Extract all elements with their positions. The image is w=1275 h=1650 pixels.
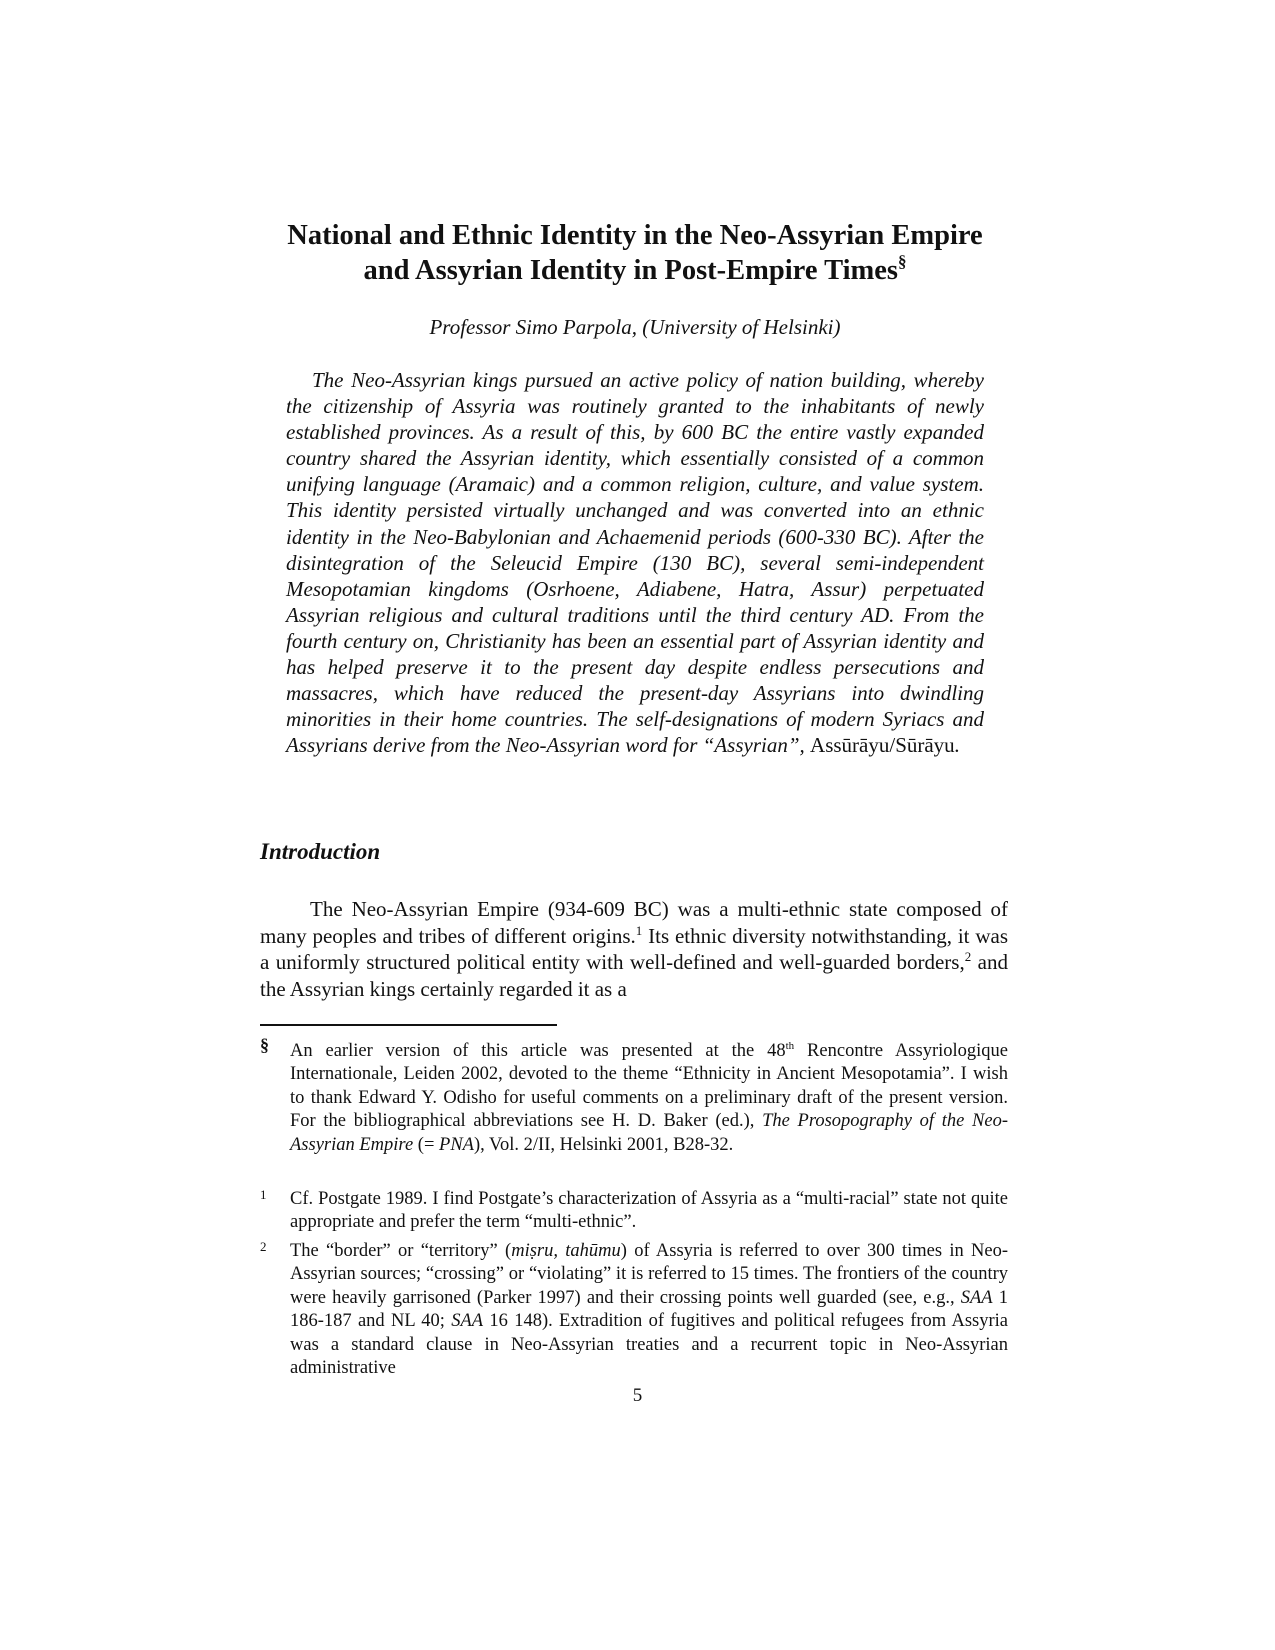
body-part-1: The Neo-Assyrian Empire (934-609 BC) was a multi-ethnic state composed of many peoples and tribes of different origins. xyxy=(260,897,1008,948)
footnote-text-part: The “border” or “territory” ( xyxy=(290,1241,512,1261)
abstract-text: The Neo-Assyrian kings pursued an active policy of nation building, whereby the citizenship of Assyria was routinely granted to the inhabitants of newly established provinces. As a result of this, by 600 BC the entire vastly expanded country shared the Assyrian identity, which essentially consisted of a common unifying language (Aramaic) and a common religion, culture, and value system. This identity persisted virtually unchanged and was converted into an ethnic identity in the Neo-Babylonian and Achaemenid periods (600-330 BC). After the disintegration of the Seleucid Empire (130 BC), several semi-independent Mesopotamian kingdoms (Osrhoene, Adiabene, Hatra, Assur) perpetuated Assyrian religious and cultural traditions until the third century AD. From the fourth century on, Christianity has been an essential part of Assyrian identity and has helped preserve it to the present day despite endless persecutions and massacres, which have reduced the present-day Assyrians into dwindling minorities in their home countries. The self-designations of modern Syriacs and Assyrians derive from the Neo-Assyrian word for “Assyrian”, xyxy=(286,368,984,758)
abbreviation: SAA xyxy=(960,1287,993,1308)
footnote-text-part: Rencontre Assyriologique Internationale, Leiden 2002, devoted to the theme “Ethnicity in Ancient Mesopotamia”. I wish to thank Edward Y. Odisho for useful comments on a preliminary draft of the present version. For the bibliographical abbreviations see H. D. Baker (ed.), xyxy=(290,1041,1008,1132)
footnote-marker: § xyxy=(260,1035,269,1055)
abstract-end: . xyxy=(954,733,960,758)
akkadian-terms: miṣru, tahūmu xyxy=(511,1241,621,1261)
body-part-3: and the Assyrian kings certainly regarded it as a xyxy=(260,950,1008,1001)
footnote-marker: 2 xyxy=(260,1239,267,1254)
footnote-text-part: ) of Assyria is referred to over 300 times in Neo-Assyrian sources; “crossing” or “violating” it is referred to 15 times. The frontiers of the country were heavily garrisoned (Parker 1997) and their crossing points well guarded (see, e.g., xyxy=(290,1241,1008,1308)
footnote-text: Cf. Postgate 1989. I find Postgate’s characterization of Assyria as a “multi-racial” state not quite appropriate and prefer the term “multi-ethnic”. xyxy=(290,1189,1008,1233)
abstract-term: Assūrāyu/Sūrāyu xyxy=(810,733,955,758)
abbreviation: SAA xyxy=(451,1311,484,1332)
title-footnote-mark: § xyxy=(897,252,907,271)
footnote-text-part: 16 148). Extradition of fugitives and political refugees from Assyria was a standard clause in Neo-Assyrian treaties and a recurrent topic in Neo-Assyrian administrative xyxy=(290,1311,1008,1379)
abbreviation: PNA xyxy=(439,1134,474,1155)
footnote-1 xyxy=(260,1188,1008,1235)
footnote-text-part: (= xyxy=(413,1134,440,1155)
title-line-1: National and Ethnic Identity in the Neo-Assyrian Empire xyxy=(287,220,983,251)
footnote-text xyxy=(290,1040,1008,1157)
article-title xyxy=(260,218,1010,288)
title-line-2 xyxy=(260,253,1010,288)
author-line: Professor Simo Parpola, (University of Helsinki) xyxy=(429,315,841,339)
page-number: 5 xyxy=(632,1385,643,1406)
footnote-text xyxy=(290,1240,1008,1380)
footnote-section-mark xyxy=(260,1035,1008,1157)
body-paragraph xyxy=(260,896,1008,1002)
footnote-separator xyxy=(260,1024,557,1026)
footnote-text-part: 1 186-187 and NL 40; xyxy=(290,1287,1009,1332)
book-title: The Prosopography of the Neo-Assyrian Empire xyxy=(290,1111,1008,1155)
footnote-text-part: An earlier version of this article was presented at the 48 xyxy=(290,1041,786,1061)
footnote-ref-1[interactable]: 1 xyxy=(635,922,643,938)
body-part-2: Its ethnic diversity notwithstanding, it was a uniformly structured political entity with well-defined and well-guarded borders, xyxy=(260,923,1008,975)
footnote-2 xyxy=(260,1240,1008,1380)
footnote-text-part: ), Vol. 2/II, Helsinki 2001, B28-32. xyxy=(473,1134,734,1155)
title-line-2-text: and Assyrian Identity in Post-Empire Times xyxy=(363,255,898,286)
ordinal-suffix: th xyxy=(785,1040,795,1052)
footnote-ref-2[interactable]: 2 xyxy=(964,949,972,965)
section-heading-introduction: Introduction xyxy=(260,839,381,864)
abstract xyxy=(286,367,984,758)
footnote-marker: 1 xyxy=(260,1187,267,1202)
